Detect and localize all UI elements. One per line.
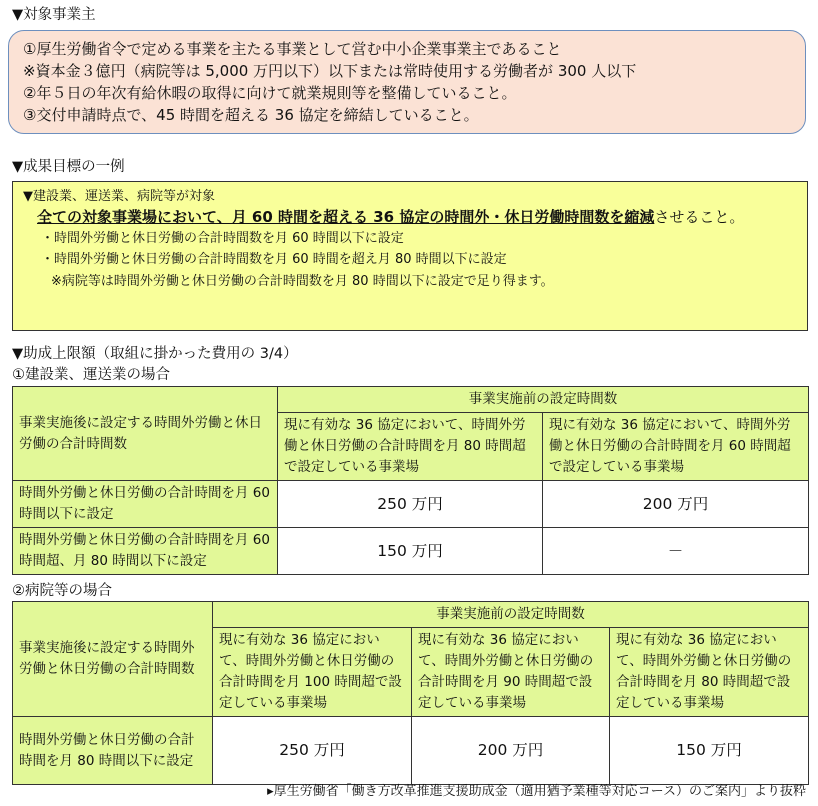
construction-transport-table (12, 386, 809, 575)
hospital-note: ※病院等は時間外労働と休日労働の合計時間数を月 80 時間以下に設定で足り得ます。 (51, 274, 554, 289)
table-row-label: 時間外労働と休日労働の合計時間を月 60 時間超、月 80 時間以下に設定 (13, 528, 278, 575)
table-cell-amount: 250 万円 (278, 481, 543, 528)
table-cell-amount: 250 万円 (213, 717, 412, 785)
outcome-goal-heading: ▼成果目標の一例 (12, 159, 125, 175)
table-cell-amount: 200 万円 (412, 717, 610, 785)
table-cell-amount: － (543, 528, 809, 575)
target-industries: ▼建設業、運送業、病院等が対象 (23, 189, 215, 204)
table-group-header: 事業実施前の設定時間数 (278, 387, 809, 413)
table-col-header: 現に有効な 36 協定において、時間外労働と休日労働の合計時間を月 100 時間超で設定している事業場 (213, 628, 412, 717)
eligibility-box (8, 30, 806, 134)
eligibility-line: ①厚生労働省令で定める事業を主たる事業として営む中小企業事業主であること (23, 40, 562, 58)
table-col-header: 現に有効な 36 協定において、時間外労働と休日労働の合計時間を月 90 時間超で設定している事業場 (412, 628, 610, 717)
hospital-table (12, 601, 809, 785)
main-goal (23, 207, 807, 228)
table-cell-amount: 200 万円 (543, 481, 809, 528)
main-goal-underlined: 全ての対象事業場において、月 60 時間を超える 36 協定の時間外・休日労働時間数を縮減 (37, 208, 655, 226)
construction-transport-subheading: ①建設業、運送業の場合 (12, 367, 170, 383)
table-col-header: 現に有効な 36 協定において、時間外労働と休日労働の合計時間を月 80 時間超で設定している事業場 (610, 628, 809, 717)
target-employer-heading: ▼対象事業主 (12, 7, 96, 23)
table-row-label: 時間外労働と休日労働の合計時間を月 60 時間以下に設定 (13, 481, 278, 528)
eligibility-line: ※資本金３億円（病院等は 5,000 万円以下）以下または常時使用する労働者が 300 人以下 (23, 62, 637, 80)
goal-bullet: ・時間外労働と休日労働の合計時間数を月 60 時間を超え月 80 時間以下に設定 (41, 252, 507, 267)
main-goal-rest: させること。 (654, 208, 745, 226)
table-row-label: 時間外労働と休日労働の合計時間を月 80 時間以下に設定 (13, 717, 213, 785)
table-corner-header: 事業実施後に設定する時間外労働と休日労働の合計時間数 (13, 387, 278, 481)
outcome-goal-box (12, 181, 808, 331)
subsidy-cap-heading: ▼助成上限額（取組に掛かった費用の 3/4） (12, 346, 298, 362)
table-corner-header: 事業実施後に設定する時間外労働と休日労働の合計時間数 (13, 602, 213, 717)
table-col-header: 現に有効な 36 協定において、時間外労働と休日労働の合計時間を月 60 時間超で設定している事業場 (543, 413, 809, 481)
table-col-header: 現に有効な 36 協定において、時間外労働と休日労働の合計時間を月 80 時間超で設定している事業場 (278, 413, 543, 481)
table-cell-amount: 150 万円 (278, 528, 543, 575)
eligibility-line: ②年５日の年次有給休暇の取得に向けて就業規則等を整備していること。 (23, 84, 517, 102)
source-footer: ▸厚生労働省「働き方改革推進支援助成金（適用猶予業種等対応コース）のご案内」より抜粋 (267, 784, 806, 799)
hospital-subheading: ②病院等の場合 (12, 583, 112, 599)
eligibility-line: ③交付申請時点で、45 時間を超える 36 協定を締結していること。 (23, 106, 479, 124)
table-group-header: 事業実施前の設定時間数 (213, 602, 809, 628)
table-cell-amount: 150 万円 (610, 717, 809, 785)
goal-bullet: ・時間外労働と休日労働の合計時間数を月 60 時間以下に設定 (41, 231, 404, 246)
